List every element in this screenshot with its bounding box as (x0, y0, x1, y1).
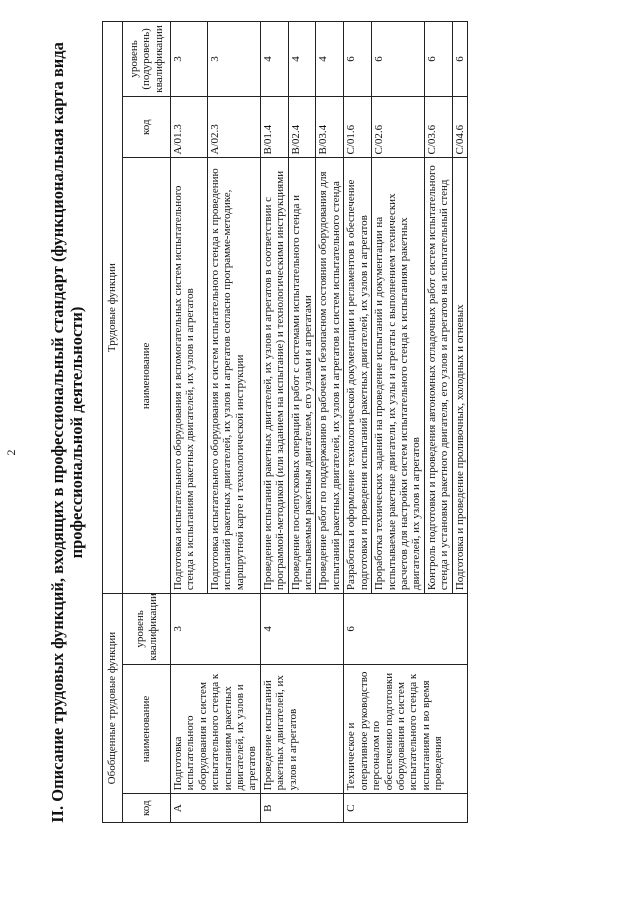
function-code: A/02.3 (207, 96, 260, 158)
function-level: 4 (316, 22, 344, 97)
function-code: A/01.3 (171, 96, 208, 158)
function-name: Подготовка испытательного оборудования и вспомогательных систем испытательного стенда к испытаниям ракетных двигателей, их узлов и агрегатов (171, 158, 208, 594)
section-title-line1: II. Описание трудовых функций, входящих в профессиональный стандарт (функциональная карта вида (48, 42, 67, 823)
function-level: 6 (344, 22, 372, 97)
function-code: B/01.4 (260, 96, 288, 158)
group-level: 4 (260, 594, 343, 664)
function-code: B/02.4 (288, 96, 316, 158)
header-code: код (123, 794, 171, 823)
function-name: Проведение работ по поддержанию в рабочем и безопасном состоянии оборудования для испытаний ракетных двигателей, их узлов и агрегатов и систем испытательного стенда (316, 158, 344, 594)
table-row (260, 22, 288, 823)
function-name: Проведение послепусковых операций и работ с системами испытательного стенда и испытываемым ракетным двигателем, его узлами и агрегатами (288, 158, 316, 594)
section-title-line2: профессиональной деятельности) (67, 306, 86, 559)
function-code: C/03.6 (424, 96, 452, 158)
function-level: 6 (424, 22, 452, 97)
header-generalized-functions: Обобщенные трудовые функции (103, 594, 123, 823)
header-labor-name: наименование (123, 158, 171, 594)
group-code: C (344, 794, 468, 823)
group-name: Техническое и оперативное руководство персоналом по обеспечению подготовки оборудования и систем испытательного стенда к испытаниям и во время проведения (344, 664, 468, 794)
page-number: 2 (4, 449, 18, 456)
header-labor-sublevel: уровень (подуровень) квалификации (123, 22, 171, 97)
function-level: 6 (452, 22, 467, 97)
header-labor-code: код (123, 96, 171, 158)
group-level: 6 (344, 594, 468, 664)
function-level: 3 (171, 22, 208, 97)
function-code: C/04.6 (452, 96, 467, 158)
function-code: B/03.4 (316, 96, 344, 158)
section-title (48, 20, 86, 845)
header-labor-functions: Трудовые функции (103, 22, 123, 594)
function-name: Проведение испытаний ракетных двигателей, их узлов и агрегатов в соответствии с программой-методикой (или заданием на испытание) и технологическими инструкциями (260, 158, 288, 594)
function-name: Разработка и оформление технологической документации и регламентов в обеспечение подготовки и проведения испытаний ракетных двигателей, их узлов и агрегатов (344, 158, 372, 594)
table-row (344, 22, 372, 823)
function-level: 6 (372, 22, 425, 97)
header-level: уровень квалификации (123, 594, 171, 664)
group-name: Проведение испытаний ракетных двигателей, их узлов и агрегатов (260, 664, 343, 794)
function-name: Подготовка и проведение проливочных, холодных и огневых (452, 158, 467, 594)
function-level: 4 (288, 22, 316, 97)
function-name: Проработка технических заданий на проведение испытаний и документации на испытываемые ракетные двигатели, их узлы и агрегаты с выполнением технических расчетов для настройки систем испытательного стенда к испытаниям ракетных двигателей, их узлов и агрегатов (372, 158, 425, 594)
function-level: 4 (260, 22, 288, 97)
group-code: B (260, 794, 343, 823)
table-row (171, 22, 208, 823)
group-code: A (171, 794, 261, 823)
group-level: 3 (171, 594, 261, 664)
group-name: Подготовка испытательного оборудования и систем испытательного стенда к испытаниям ракетных двигателей, их узлов и агрегатов (171, 664, 261, 794)
functional-map-table (102, 21, 468, 823)
function-name: Подготовка испытательного оборудования и систем испытательного стенда к проведению испытаний ракетных двигателей, их узлов и агрегатов согласно программе-методике, маршрутной карте и технологической инструкции (207, 158, 260, 594)
function-code: C/01.6 (344, 96, 372, 158)
function-name: Контроль подготовки и проведения автономных отладочных работ систем испытательного стенда и установки ракетного двигателя, его узлов и агрегатов на испытательный стенд (424, 158, 452, 594)
header-name: наименование (123, 664, 171, 794)
function-code: C/02.6 (372, 96, 425, 158)
function-level: 3 (207, 22, 260, 97)
